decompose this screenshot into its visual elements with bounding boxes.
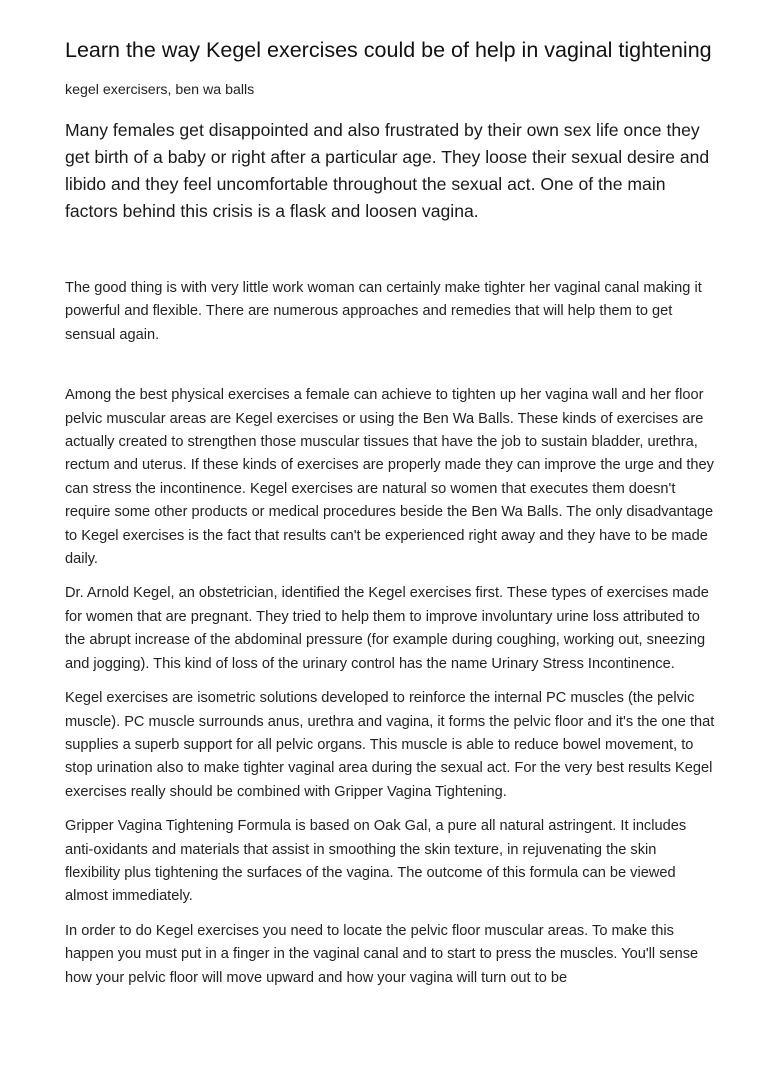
paragraph-4: Kegel exercises are isometric solutions developed to reinforce the internal PC muscles (the pelvic muscle). PC muscle surrounds anus, urethra and vagina, it forms the pelvic floor and it's the one that supplies a superb support for all pelvic organs. This muscle is able to reduce bowel movement, to stop urination also to make tighter vaginal area during the sexual act. For the very best results Kegel exercises really should be combined with Gripper Vagina Tightening.: [65, 690, 715, 800]
document-tags: kegel exercisers, ben wa balls: [65, 82, 255, 98]
document-title: Learn the way Kegel exercises could be of help in vaginal tightening: [65, 38, 712, 62]
paragraph-5: Gripper Vagina Tightening Formula is based on Oak Gal, a pure all natural astringent. It includes anti-oxidants and materials that assist in smoothing the skin texture, in rejuvenating the skin flexibility plus tightening the surfaces of the vagina. The outcome of this formula can be viewed almost immediately.: [65, 818, 687, 905]
lead-paragraph: Many females get disappointed and also frustrated by their own sex life once they get birth of a baby or right after a particular age. They loose their sexual desire and libido and they feel uncomfortable throughout the sexual act. One of the main factors behind this crisis is a flask and loosen vagina.: [65, 120, 710, 221]
paragraph-1: The good thing is with very little work woman can certainly make tighter her vaginal canal making it powerful and flexible. There are numerous approaches and remedies that will help them to get sensual again.: [65, 280, 702, 343]
paragraph-6: In order to do Kegel exercises you need to locate the pelvic floor muscular areas. To make this happen you must put in a finger in the vaginal canal and to start to press the muscles. You'll sense how your pelvic floor will move upward and how your vagina will turn out to be: [65, 922, 699, 986]
paragraph-3: Dr. Arnold Kegel, an obstetrician, identified the Kegel exercises first. These types of exercises made for women that are pregnant. They tried to help them to improve involuntary urine loss attributed to the abrupt increase of the abdominal pressure (for example during coughing, working out, sneezing and jogging). This kind of loss of the urinary control has the name Urinary Stress Incontinence.: [65, 585, 709, 672]
paragraph-2: Among the best physical exercises a female can achieve to tighten up her vagina wall and her floor pelvic muscular areas are Kegel exercises or using the Ben Wa Balls. These kinds of exercises are actually created to strengthen those muscular tissues that have the job to sustain bladder, urethra, rectum and uterus. If these kinds of exercises are properly made they can improve the urge and they can stress the incontinence. Kegel exercises are natural so women that executes them doesn't require some other products or medical procedures beside the Ben Wa Balls. The only disadvantage to Kegel exercises is the fact that results can't be experienced right away and they have to be made daily.: [65, 387, 714, 568]
document-body: [65, 38, 715, 990]
